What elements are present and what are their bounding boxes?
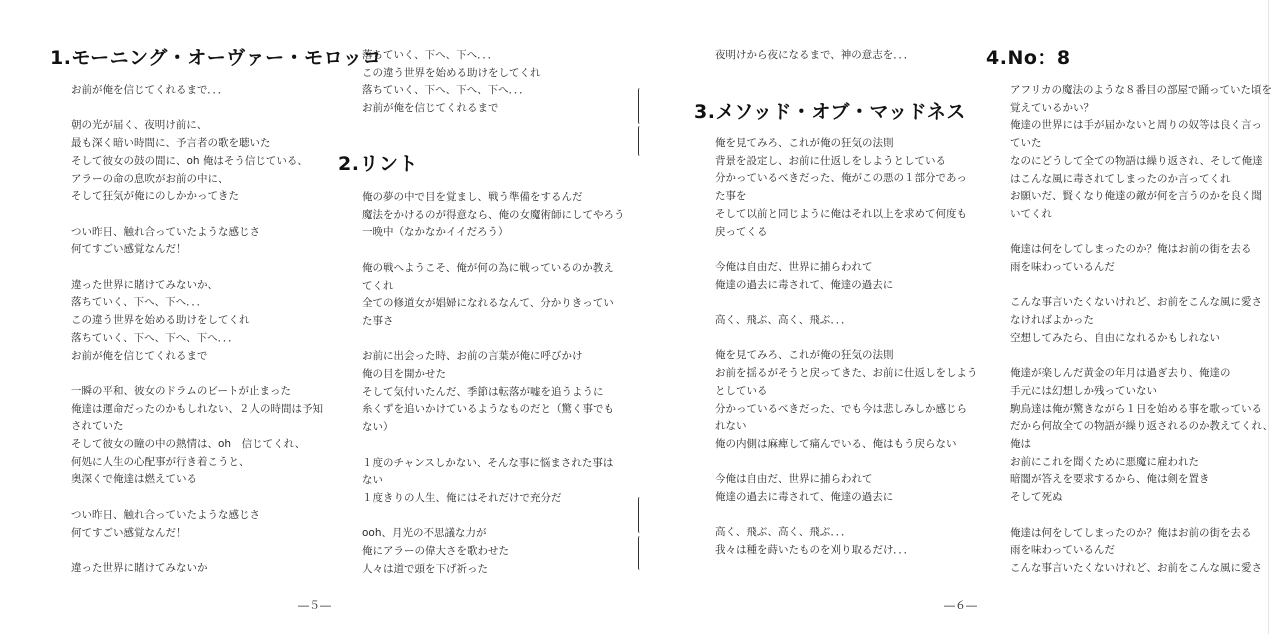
lyric-line: そして以前と同じように俺はそれ以上を求めて何度も — [715, 207, 967, 220]
lyric-line: 暗闇が答えを要求するから、俺は剣を置き — [1010, 473, 1210, 486]
lyric-line: 俺の夢の中で目を覚まし、戦う準備をするんだ — [362, 191, 583, 203]
lyric-line: 雨を味わっているんだ — [1010, 261, 1115, 274]
lyrics-song-1-continued — [362, 47, 541, 118]
lyric-line: この違う世界を始める助けをしてくれ — [71, 314, 250, 327]
lyric-line: てくれ — [362, 279, 394, 292]
stanza — [362, 47, 541, 118]
lyric-line: お前に出会った時、お前の言葉が俺に呼びかけ — [362, 350, 583, 363]
lyric-line: お願いだ、賢くなり俺達の敵が何を言うのかを良く聞 — [1010, 190, 1262, 203]
song-title-3: 3.メソッド・オブ・マッドネス — [694, 101, 966, 123]
lyric-line: 俺は — [1010, 438, 1031, 451]
lyric-line: 俺を見てみろ、これが俺の狂気の法則 — [715, 349, 894, 362]
lyric-line: 分かっているべきだった、俺がこの悪の１部分であっ — [715, 172, 967, 185]
lyric-line: 違った世界に賭けてみないか、 — [71, 278, 218, 291]
stanza — [362, 455, 625, 508]
lyric-line: 我々は種を蒔いたものを刈り取るだけ．．． — [715, 544, 915, 557]
lyric-line: つい昨日、触れ合っていたような感じさ — [71, 508, 260, 521]
lyric-line: 俺の内側は麻痺して痛んでいる、俺はもう戻らない — [715, 437, 957, 450]
lyric-line: アフリカの魔法のような８番目の部屋で踊っていた頃を — [1010, 84, 1272, 96]
lyric-line: こんな事言いたくないけれど、お前をこんな風に愛さ — [1010, 561, 1262, 574]
lyric-line: た事さ — [362, 314, 394, 327]
lyric-line: １度のチャンスしかない、そんな事に悩まされた事は — [362, 456, 614, 469]
lyric-line: 朝の光が届く、夜明け前に、 — [71, 119, 208, 132]
page-number-left: ―５― — [298, 599, 331, 612]
stanza — [1010, 365, 1273, 507]
stanza — [71, 277, 323, 366]
lyric-line: 俺を見てみろ、これが俺の狂気の法則 — [715, 137, 894, 149]
binding-mark-top — [638, 88, 643, 124]
stanza — [362, 189, 625, 242]
stanza — [71, 82, 323, 100]
lyric-line: 落ちていく、下へ、下へ．．． — [362, 49, 499, 61]
lyric-line: こんな事言いたくないけれど、お前をこんな風に愛さ — [1010, 296, 1262, 309]
lyric-line: としている — [715, 384, 768, 397]
lyric-line: ooh、月光の不思議な力が — [362, 527, 487, 540]
lyric-line: 全ての修道女が娼婦になれるなんて、分かりきってい — [362, 297, 614, 310]
lyric-line: アラーの命の息吹がお前の中に、 — [71, 172, 229, 185]
binding-mark-top-2 — [638, 126, 643, 156]
stanza — [1010, 294, 1273, 347]
page-number-right: ―６― — [944, 599, 977, 612]
stanza — [71, 224, 323, 259]
lyric-line: 糸くずを追いかけているようなものだと（驚く事でも — [362, 403, 614, 416]
lyric-line: そして気付いたんだ、季節は転落が嘘を追うように — [362, 385, 604, 398]
lyric-line: そして彼女の鼓の間に、oh 俺はそう信じている、 — [71, 154, 308, 167]
lyric-line: この違う世界を始める助けをしてくれ — [362, 66, 541, 79]
stanza — [71, 507, 323, 542]
lyric-line: 雨を味わっているんだ — [1010, 544, 1115, 557]
stanza — [71, 383, 323, 489]
lyric-line: 俺達は運命だったのかもしれない、２人の時間は予知 — [71, 402, 323, 415]
binding-mark-bottom — [638, 497, 643, 533]
lyrics-song-1 — [71, 82, 323, 578]
lyric-line: 俺の戦へようこそ、俺が何の為に戦っているのか教え — [362, 261, 614, 274]
stanza — [715, 135, 978, 241]
lyric-line: されていた — [71, 420, 124, 433]
lyrics-song-3 — [715, 135, 978, 560]
lyric-line: 手元には幻想しか残っていない — [1010, 384, 1157, 397]
lyric-line: つい昨日、触れ合っていたような感じさ — [71, 225, 260, 238]
lyric-line: 最も深く暗い時間に、予言者の歌を聴いた — [71, 137, 271, 150]
lyric-line: 何てすごい感覚なんだ！ — [71, 526, 187, 539]
lyric-line: そして彼女の瞳の中の熱情は、oh 信じてくれ、 — [71, 438, 306, 450]
lyric-line: 高く、飛ぶ、高く、飛ぶ．．． — [715, 526, 852, 539]
lyric-line: 人々は道で頭を下げ祈った — [362, 562, 488, 575]
song-title-1: 1.モーニング・オーヴァー・モロッコ — [50, 47, 382, 69]
lyric-line: 奥深くで俺達は燃えている — [71, 473, 197, 486]
song-title-2: 2.リント — [338, 153, 418, 175]
stanza — [715, 347, 978, 453]
lyric-line: だから何故全ての物語が繰り返されるのか教えてくれ、 — [1010, 420, 1274, 433]
stanza — [715, 47, 914, 65]
stanza — [715, 524, 978, 559]
lyric-line: ない） — [362, 421, 394, 434]
lyric-line: 何処に人生の心配事が行き着こうと、 — [71, 455, 250, 468]
stanza — [715, 471, 978, 506]
lyrics-song-2 — [362, 189, 625, 578]
lyric-line: 俺達の過去に毒されて、俺達の過去に — [715, 491, 894, 503]
lyric-line: れない — [715, 420, 747, 433]
lyric-line: 夜明けから夜になるまで、神の意志を．．． — [715, 49, 915, 61]
lyric-line: 今俺は自由だ、世界に捕らわれて — [715, 473, 873, 486]
lyric-line: なのにどうして全ての物語は繰り返され、そして俺達 — [1010, 154, 1263, 167]
lyric-line: １度きりの人生、俺にはそれだけで充分だ — [362, 491, 562, 504]
lyric-line: なければよかった — [1010, 314, 1094, 327]
lyric-line: 俺達は何をしてしまったのか？俺はお前の街を去る — [1010, 243, 1252, 256]
lyric-line: 戻ってくる — [715, 225, 768, 238]
lyric-line: 違った世界に賭けてみないか — [71, 561, 208, 574]
lyric-line: 俺の目を開かせた — [362, 368, 446, 380]
lyric-line: 俺達は何をしてしまったのか？俺はお前の街を去る — [1010, 526, 1252, 539]
stanza — [362, 260, 625, 331]
lyric-line: 俺達の過去に毒されて、俺達の過去に — [715, 278, 894, 291]
lyric-line: そして狂気が俺にのしかかってきた — [71, 190, 239, 203]
lyric-line: 高く、飛ぶ、高く、飛ぶ．．． — [715, 314, 852, 326]
binding-mark-bottom-2 — [638, 536, 643, 570]
lyric-line: 覚えているかい？ — [1010, 101, 1094, 114]
lyric-line: 背景を設定し、お前に仕返しをしようとしている — [715, 154, 946, 167]
stanza — [71, 117, 323, 206]
lyric-line: お前にこれを聞くために悪魔に雇われた — [1010, 455, 1199, 468]
stanza — [362, 525, 625, 578]
lyric-line: 魔法をかけるのが得意なら、俺の女魔術師にしてやろう — [362, 208, 625, 221]
lyric-line: お前が俺を信じてくれるまで — [362, 102, 499, 115]
lyric-line: 俺達が楽しんだ黄金の年月は過ぎ去り、俺達の — [1010, 367, 1231, 380]
stanza — [71, 560, 323, 578]
lyric-line: 何てすごい感覚なんだ！ — [71, 243, 187, 256]
lyrics-song-4 — [1010, 82, 1273, 578]
lyric-line: 落ちていく、下へ、下へ．．． — [71, 296, 208, 309]
lyric-line: お前が俺を信じてくれるまで．．． — [71, 84, 229, 96]
lyric-line: た事を — [715, 190, 747, 203]
lyric-line: 一瞬の平和、彼女のドラムのビートが止まった — [71, 384, 291, 397]
lyric-line: 分かっているべきだった、でも今は悲しみしか感じら — [715, 402, 967, 415]
stanza — [1010, 525, 1273, 578]
lyric-line: お前が俺を信じてくれるまで — [71, 349, 208, 362]
stanza — [1010, 241, 1273, 276]
lyric-line: 俺にアラーの偉大さを歌わせた — [362, 545, 509, 557]
lyrics-song-2-continued — [715, 47, 914, 65]
lyric-line: 空想してみたら、自由になれるかもしれない — [1010, 331, 1220, 344]
lyric-line: いてくれ — [1010, 207, 1052, 220]
stanza — [362, 348, 625, 437]
song-title-4: 4.No：8 — [986, 47, 1071, 69]
stanza — [715, 259, 978, 294]
lyric-line: 駒鳥達は俺が驚きながら１日を始める事を歌っている — [1010, 402, 1262, 415]
lyric-line: そして死ぬ — [1010, 491, 1063, 504]
lyric-line: ない — [362, 474, 383, 487]
lyric-line: 一晩中（なかなかイイだろう） — [362, 226, 509, 239]
lyric-line: 落ちていく、下へ、下へ、下へ．．． — [71, 331, 239, 344]
stanza — [1010, 82, 1273, 224]
lyric-line: 俺達の世界には手が届かないと周りの奴等は良く言っ — [1010, 119, 1262, 132]
stanza — [715, 312, 978, 330]
lyric-line: はこんな風に毒されてしまったのか言ってくれ — [1010, 172, 1231, 185]
lyric-line: お前を揺るがそうと戻ってきた、お前に仕返しをしよう — [715, 367, 978, 380]
lyric-line: ていた — [1010, 137, 1042, 150]
lyric-line: 今俺は自由だ、世界に捕らわれて — [715, 260, 873, 273]
lyric-line: 落ちていく、下へ、下へ、下へ．．． — [362, 84, 530, 97]
